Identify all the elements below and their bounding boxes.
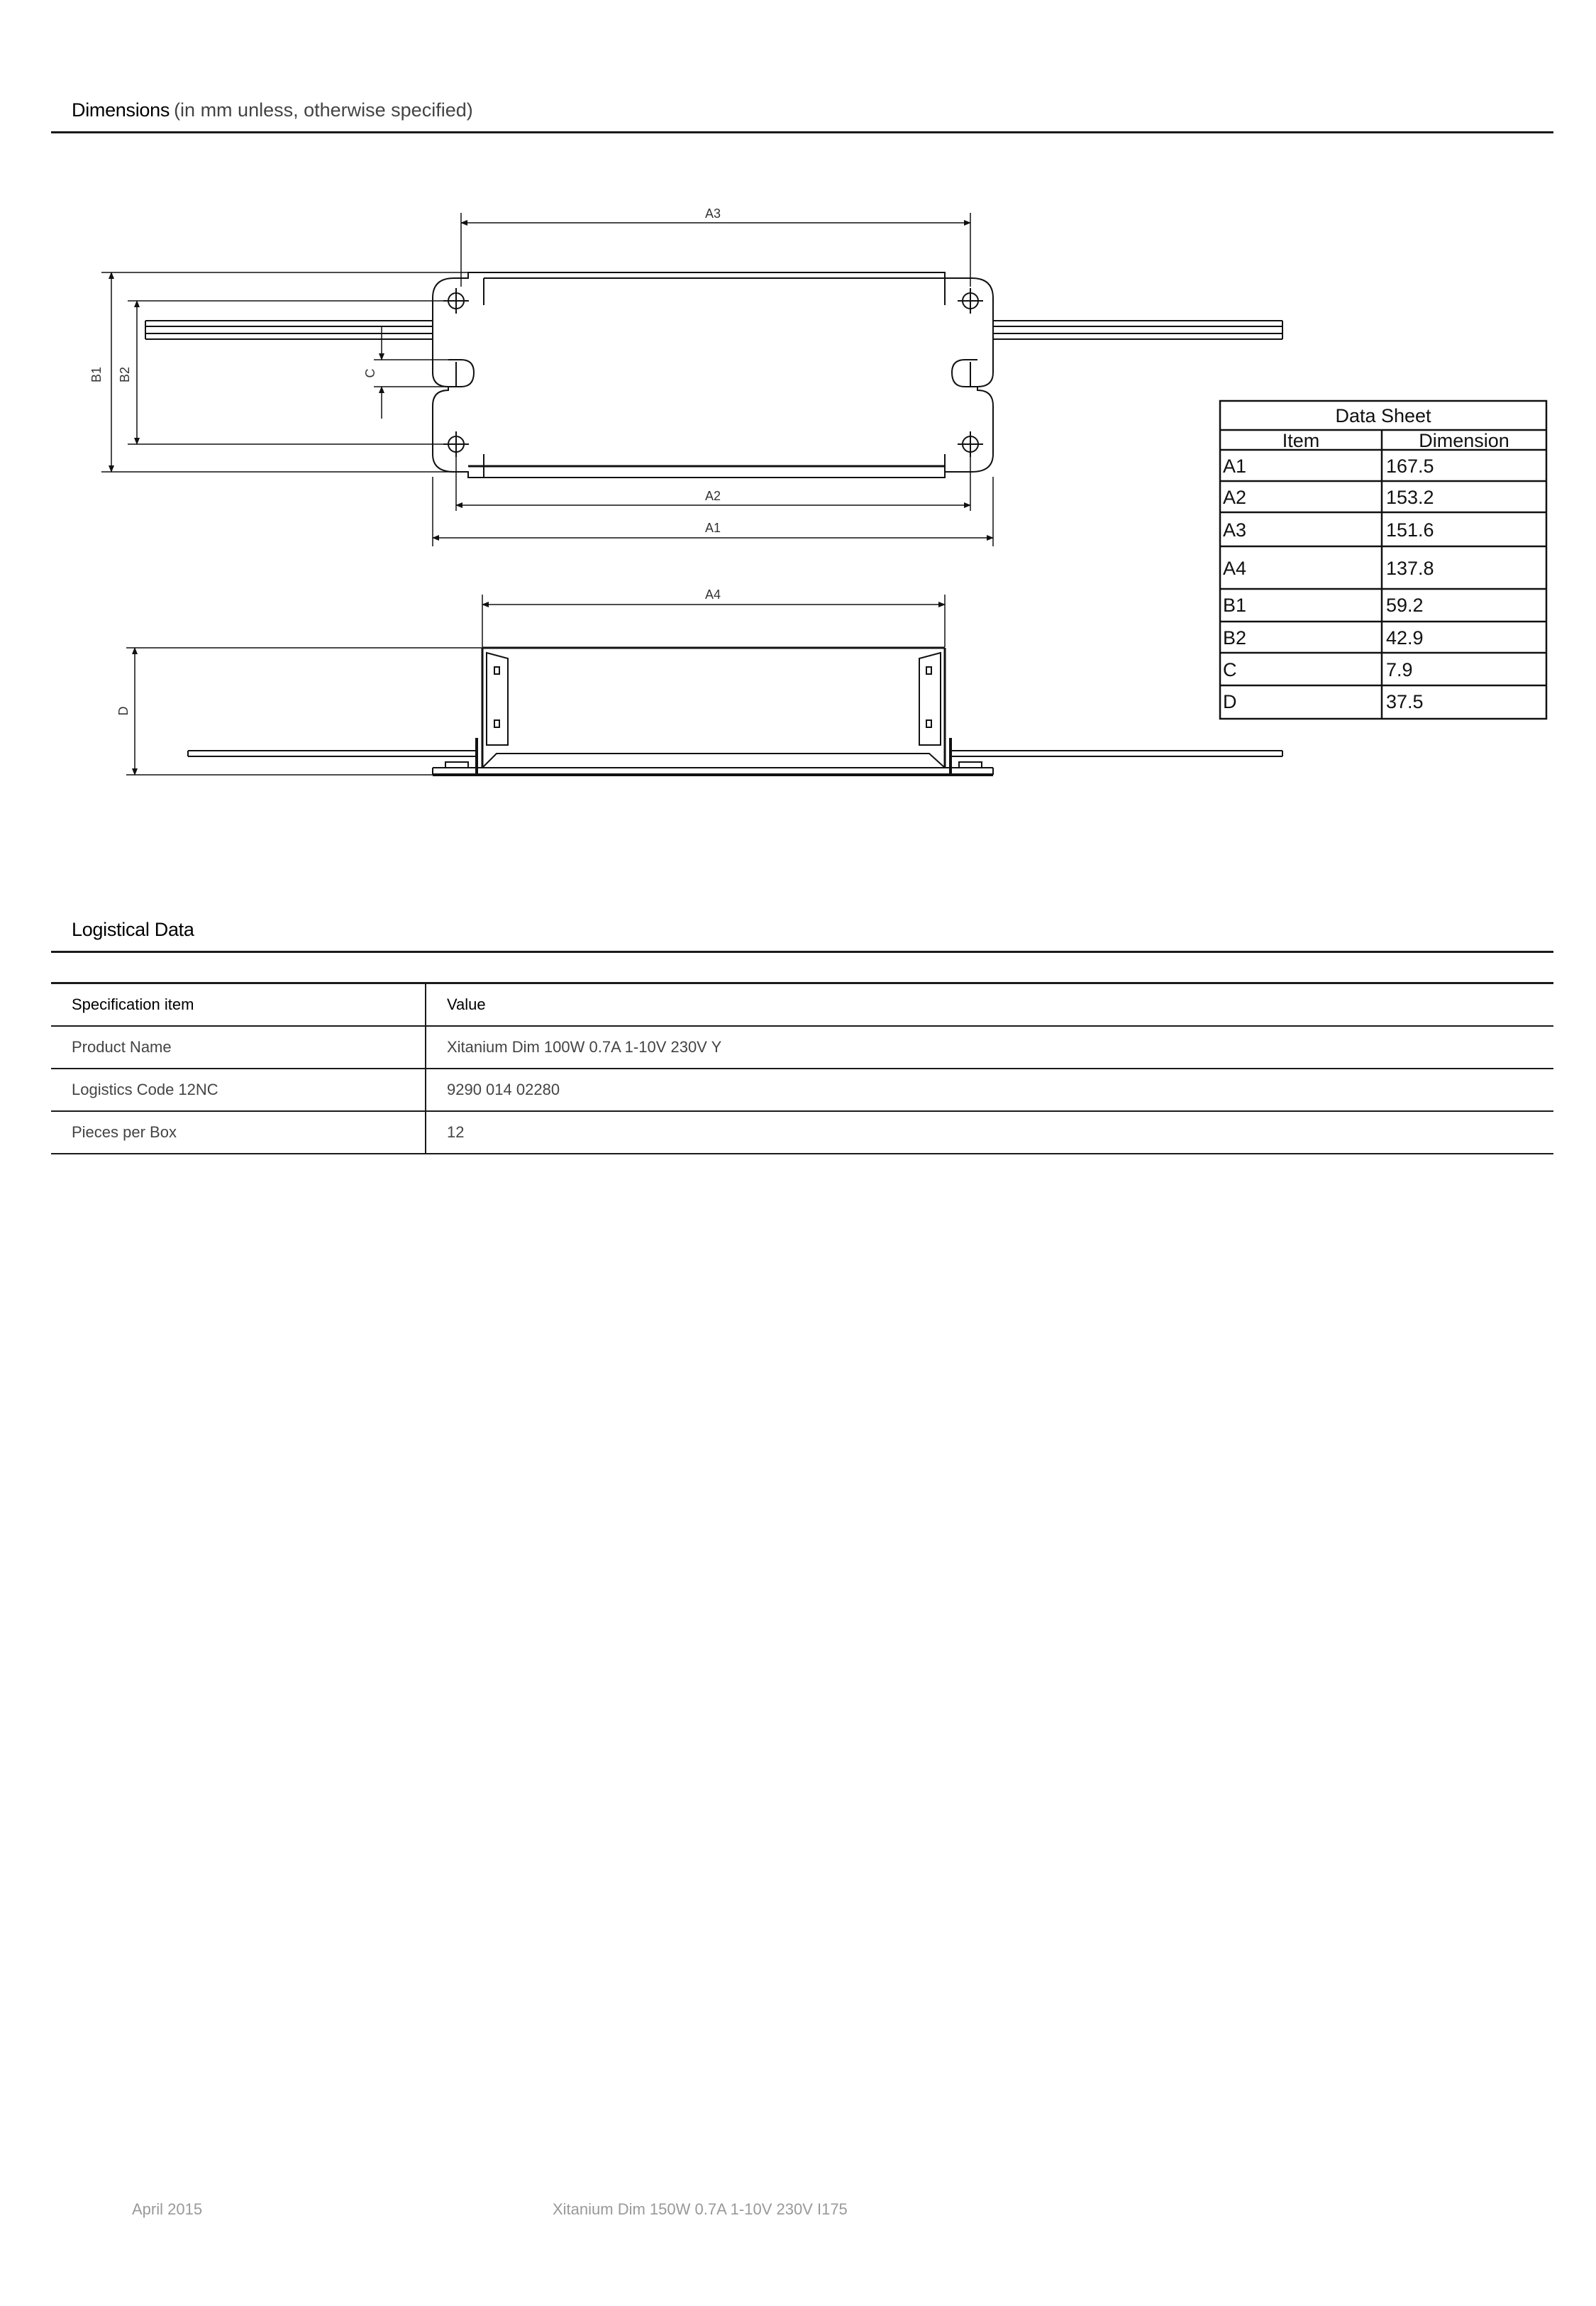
label-a1: A1: [704, 521, 721, 535]
data-sheet-item: A4: [1223, 558, 1247, 579]
dimensions-subtitle: (in mm unless, otherwise specified): [174, 99, 473, 121]
table-row: [51, 1112, 1553, 1154]
label-b1: B1: [89, 366, 104, 383]
data-sheet-item: B2: [1223, 627, 1247, 649]
label-b2: B2: [118, 366, 132, 383]
header-spec-item: Specification item: [51, 984, 426, 1025]
top-view-housing: [433, 272, 993, 478]
technical-drawing: [0, 0, 1596, 851]
label-a2: A2: [704, 489, 721, 503]
data-sheet-item: C: [1223, 659, 1237, 680]
header-value: Value: [447, 995, 486, 1013]
label-d: D: [116, 706, 131, 716]
label-c: C: [363, 368, 377, 378]
spec-item: Product Name: [51, 1027, 426, 1068]
label-a4: A4: [704, 587, 721, 602]
logistical-title: Logistical Data: [72, 919, 194, 940]
side-view-housing: [433, 648, 993, 775]
data-sheet-value: 7.9: [1386, 659, 1413, 680]
data-sheet-value: 42.9: [1386, 627, 1424, 649]
data-sheet-col-item: Item: [1282, 430, 1320, 451]
data-sheet-item: A3: [1223, 519, 1247, 541]
data-sheet-col-dimension: Dimension: [1419, 430, 1509, 451]
data-sheet-value: 137.8: [1386, 558, 1434, 579]
data-sheet-item: A1: [1223, 456, 1247, 477]
table-row: [51, 1069, 1553, 1112]
label-a3: A3: [704, 206, 721, 221]
footer-product: Xitanium Dim 150W 0.7A 1-10V 230V I175: [553, 2200, 848, 2218]
dimensions-title: Dimensions: [72, 99, 170, 121]
data-sheet-item: B1: [1223, 595, 1247, 616]
data-sheet-value: 167.5: [1386, 456, 1434, 477]
spec-value: Xitanium Dim 100W 0.7A 1-10V 230V Y: [447, 1038, 722, 1056]
footer-date: April 2015: [132, 2200, 203, 2218]
data-sheet-value: 151.6: [1386, 519, 1434, 541]
logistical-table: [51, 982, 1553, 1154]
data-sheet-item: D: [1223, 691, 1237, 712]
spec-value: 9290 014 02280: [447, 1081, 560, 1098]
data-sheet-value: 37.5: [1386, 691, 1424, 712]
data-sheet-value: 59.2: [1386, 595, 1424, 616]
data-sheet-title: Data Sheet: [1335, 405, 1431, 426]
spec-item: Logistics Code 12NC: [51, 1069, 426, 1110]
data-sheet-value: 153.2: [1386, 487, 1434, 508]
mounting-hole-tl: [443, 288, 469, 314]
table-header-row: [51, 984, 1553, 1027]
spec-item: Pieces per Box: [51, 1112, 426, 1153]
logistical-header: [51, 919, 1553, 953]
data-sheet-item: A2: [1223, 487, 1247, 508]
mounting-hole-tr: [958, 288, 983, 314]
table-row: [51, 1027, 1553, 1069]
spec-value: 12: [447, 1123, 465, 1141]
